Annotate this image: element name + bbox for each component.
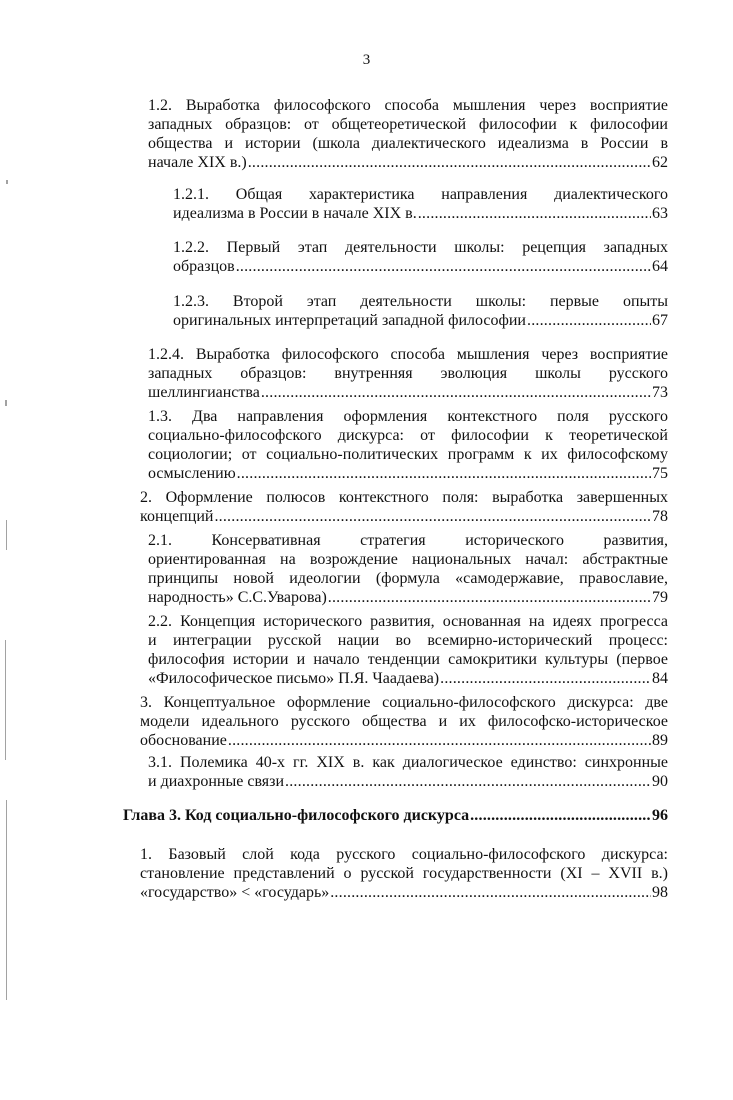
toc-entry-line: 1.2. Выработка философского способа мышления через восприятие bbox=[148, 97, 668, 114]
toc-entry-title-end: «Философическое письмо» П.Я. Чаадаева) bbox=[148, 670, 440, 687]
toc-entry bbox=[148, 531, 668, 607]
toc-entry bbox=[148, 612, 668, 688]
scan-artifact bbox=[6, 520, 7, 550]
toc-page-number: 84 bbox=[652, 670, 668, 687]
toc-entry bbox=[140, 693, 668, 750]
toc-entry-title-end: осмыслению bbox=[148, 465, 236, 482]
dot-leader bbox=[440, 669, 651, 688]
toc-entry-title-end: «государство» < «государь» bbox=[140, 884, 330, 901]
toc-entry bbox=[140, 845, 668, 902]
scan-artifact bbox=[6, 180, 8, 184]
toc-entry bbox=[173, 238, 668, 276]
toc-page-number: 90 bbox=[652, 773, 668, 790]
toc-entry-last-line bbox=[148, 383, 668, 402]
toc-page-number: 98 bbox=[652, 884, 668, 901]
toc-entry-line: 2. Оформление полюсов контекстного поля: выработка завершенных bbox=[140, 489, 668, 506]
toc-entry-line: западных образцов: от общетеоретической философии к философии bbox=[148, 116, 668, 133]
toc-entry-last-line bbox=[140, 507, 668, 526]
dot-leader bbox=[418, 204, 651, 223]
toc-entry-line: становление представлений о русской государственности (XI – XVII в.) bbox=[140, 865, 668, 882]
toc-entry-line: 1. Базовый слой кода русского социально-философского дискурса: bbox=[140, 846, 668, 863]
toc-page-number: 96 bbox=[652, 807, 668, 824]
toc-entry-line: 3. Концептуальное оформление социально-философского дискурса: две bbox=[140, 694, 668, 711]
toc-entry-title-end: обоснование bbox=[140, 732, 227, 749]
toc-entry bbox=[148, 96, 668, 172]
toc-entry-line: западных образцов: внутренняя эволюция школы русского bbox=[148, 365, 668, 382]
toc-entry-line: 1.3. Два направления оформления контекстного поля русского bbox=[148, 408, 668, 425]
toc-entry-last-line bbox=[173, 257, 668, 276]
toc-page-number: 64 bbox=[652, 258, 668, 275]
toc-entry-line: социологии; от социально-политических программ к их философскому bbox=[148, 446, 668, 463]
dot-leader bbox=[261, 383, 651, 402]
toc-entry bbox=[148, 407, 668, 483]
scan-artifact bbox=[5, 400, 7, 406]
toc-entry-title-end: народность» С.С.Уварова) bbox=[148, 589, 327, 606]
toc-entry-last-line bbox=[148, 669, 668, 688]
toc-entry-line: и интеграции русской нации во всемирно-исторический процесс: bbox=[148, 632, 668, 649]
dot-leader bbox=[285, 772, 651, 791]
toc-entry-last-line bbox=[140, 731, 668, 750]
toc-entry-last-line bbox=[148, 772, 668, 791]
dot-leader bbox=[328, 588, 651, 607]
toc-entry bbox=[148, 345, 668, 402]
dot-leader bbox=[330, 883, 651, 902]
toc-entry-line: принципы новой идеологии (формула «самодержавие, православие, bbox=[148, 570, 668, 587]
scan-artifact bbox=[5, 640, 6, 760]
toc-entry-line: 1.2.1. Общая характеристика направления диалектического bbox=[173, 186, 668, 203]
toc-entry bbox=[140, 488, 668, 526]
toc-entry-line: ориентированная на возрождение национальных начал: абстрактные bbox=[148, 551, 668, 568]
dot-leader bbox=[237, 464, 651, 483]
toc-entry-title-end: образцов bbox=[173, 258, 235, 275]
toc-entry-title-end: оригинальных интерпретаций западной философии bbox=[173, 312, 526, 329]
toc-entry-last-line bbox=[173, 204, 668, 223]
dot-leader bbox=[228, 731, 651, 750]
toc-entry-title-end: шеллингианства bbox=[148, 384, 260, 401]
toc-entry-title-end: и диахронные связи bbox=[148, 773, 285, 790]
toc-entry-line: 2.1. Консервативная стратегия исторического развития, bbox=[148, 532, 668, 549]
toc-entry-line: модели идеального русского общества и их философско-историческое bbox=[140, 713, 668, 730]
toc-entry-line: 3.1. Полемика 40-х гг. XIX в. как диалогическое единство: синхронные bbox=[148, 754, 668, 771]
toc-page-number: 67 bbox=[652, 312, 668, 329]
toc-entry-last-line bbox=[173, 311, 668, 330]
toc-entry-line: философия истории и начало тенденции самокритики культуры (первое bbox=[148, 651, 668, 668]
toc-page-number: 75 bbox=[652, 465, 668, 482]
toc-entry bbox=[173, 185, 668, 223]
toc-entry-line: социально-философского дискурса: от философии к теоретической bbox=[148, 427, 668, 444]
toc-page-number: 62 bbox=[652, 154, 668, 171]
toc-page-number: 89 bbox=[652, 732, 668, 749]
toc-entry-title-end: Глава 3. Код социально-философского дискурса bbox=[123, 807, 470, 824]
toc-entry-last-line bbox=[148, 153, 668, 172]
toc-entry-line: 2.2. Концепция исторического развития, основанная на идеях прогресса bbox=[148, 613, 668, 630]
toc-entry bbox=[123, 806, 668, 825]
toc-page-number: 63 bbox=[652, 205, 668, 222]
toc-page-number: 79 bbox=[652, 589, 668, 606]
toc-entry-last-line bbox=[148, 464, 668, 483]
toc-entry-last-line bbox=[148, 588, 668, 607]
toc-entry-line: общества и истории (школа диалектического идеализма в России в bbox=[148, 135, 668, 152]
dot-leader bbox=[214, 507, 651, 526]
toc-entry-title-end: начале XIX в.) bbox=[148, 154, 247, 171]
toc-entry-title-end: концепций bbox=[140, 508, 214, 525]
dot-leader bbox=[470, 806, 651, 825]
dot-leader bbox=[527, 311, 651, 330]
toc-entry bbox=[173, 292, 668, 330]
toc-entry-line: 1.2.4. Выработка философского способа мышления через восприятие bbox=[148, 346, 668, 363]
toc-entry-line: 1.2.2. Первый этап деятельности школы: рецепция западных bbox=[173, 239, 668, 256]
dot-leader bbox=[236, 257, 651, 276]
dot-leader bbox=[248, 153, 651, 172]
toc-entry bbox=[148, 753, 668, 791]
toc-entry-last-line bbox=[123, 806, 668, 825]
toc-page-number: 78 bbox=[652, 508, 668, 525]
toc-entry-line: 1.2.3. Второй этап деятельности школы: первые опыты bbox=[173, 293, 668, 310]
scan-artifact bbox=[6, 800, 7, 1000]
toc-entry-last-line bbox=[140, 883, 668, 902]
toc-entry-title-end: идеализма в России в начале XIX в. bbox=[173, 205, 417, 222]
page-number: 3 bbox=[362, 52, 371, 68]
toc-page-number: 73 bbox=[652, 384, 668, 401]
